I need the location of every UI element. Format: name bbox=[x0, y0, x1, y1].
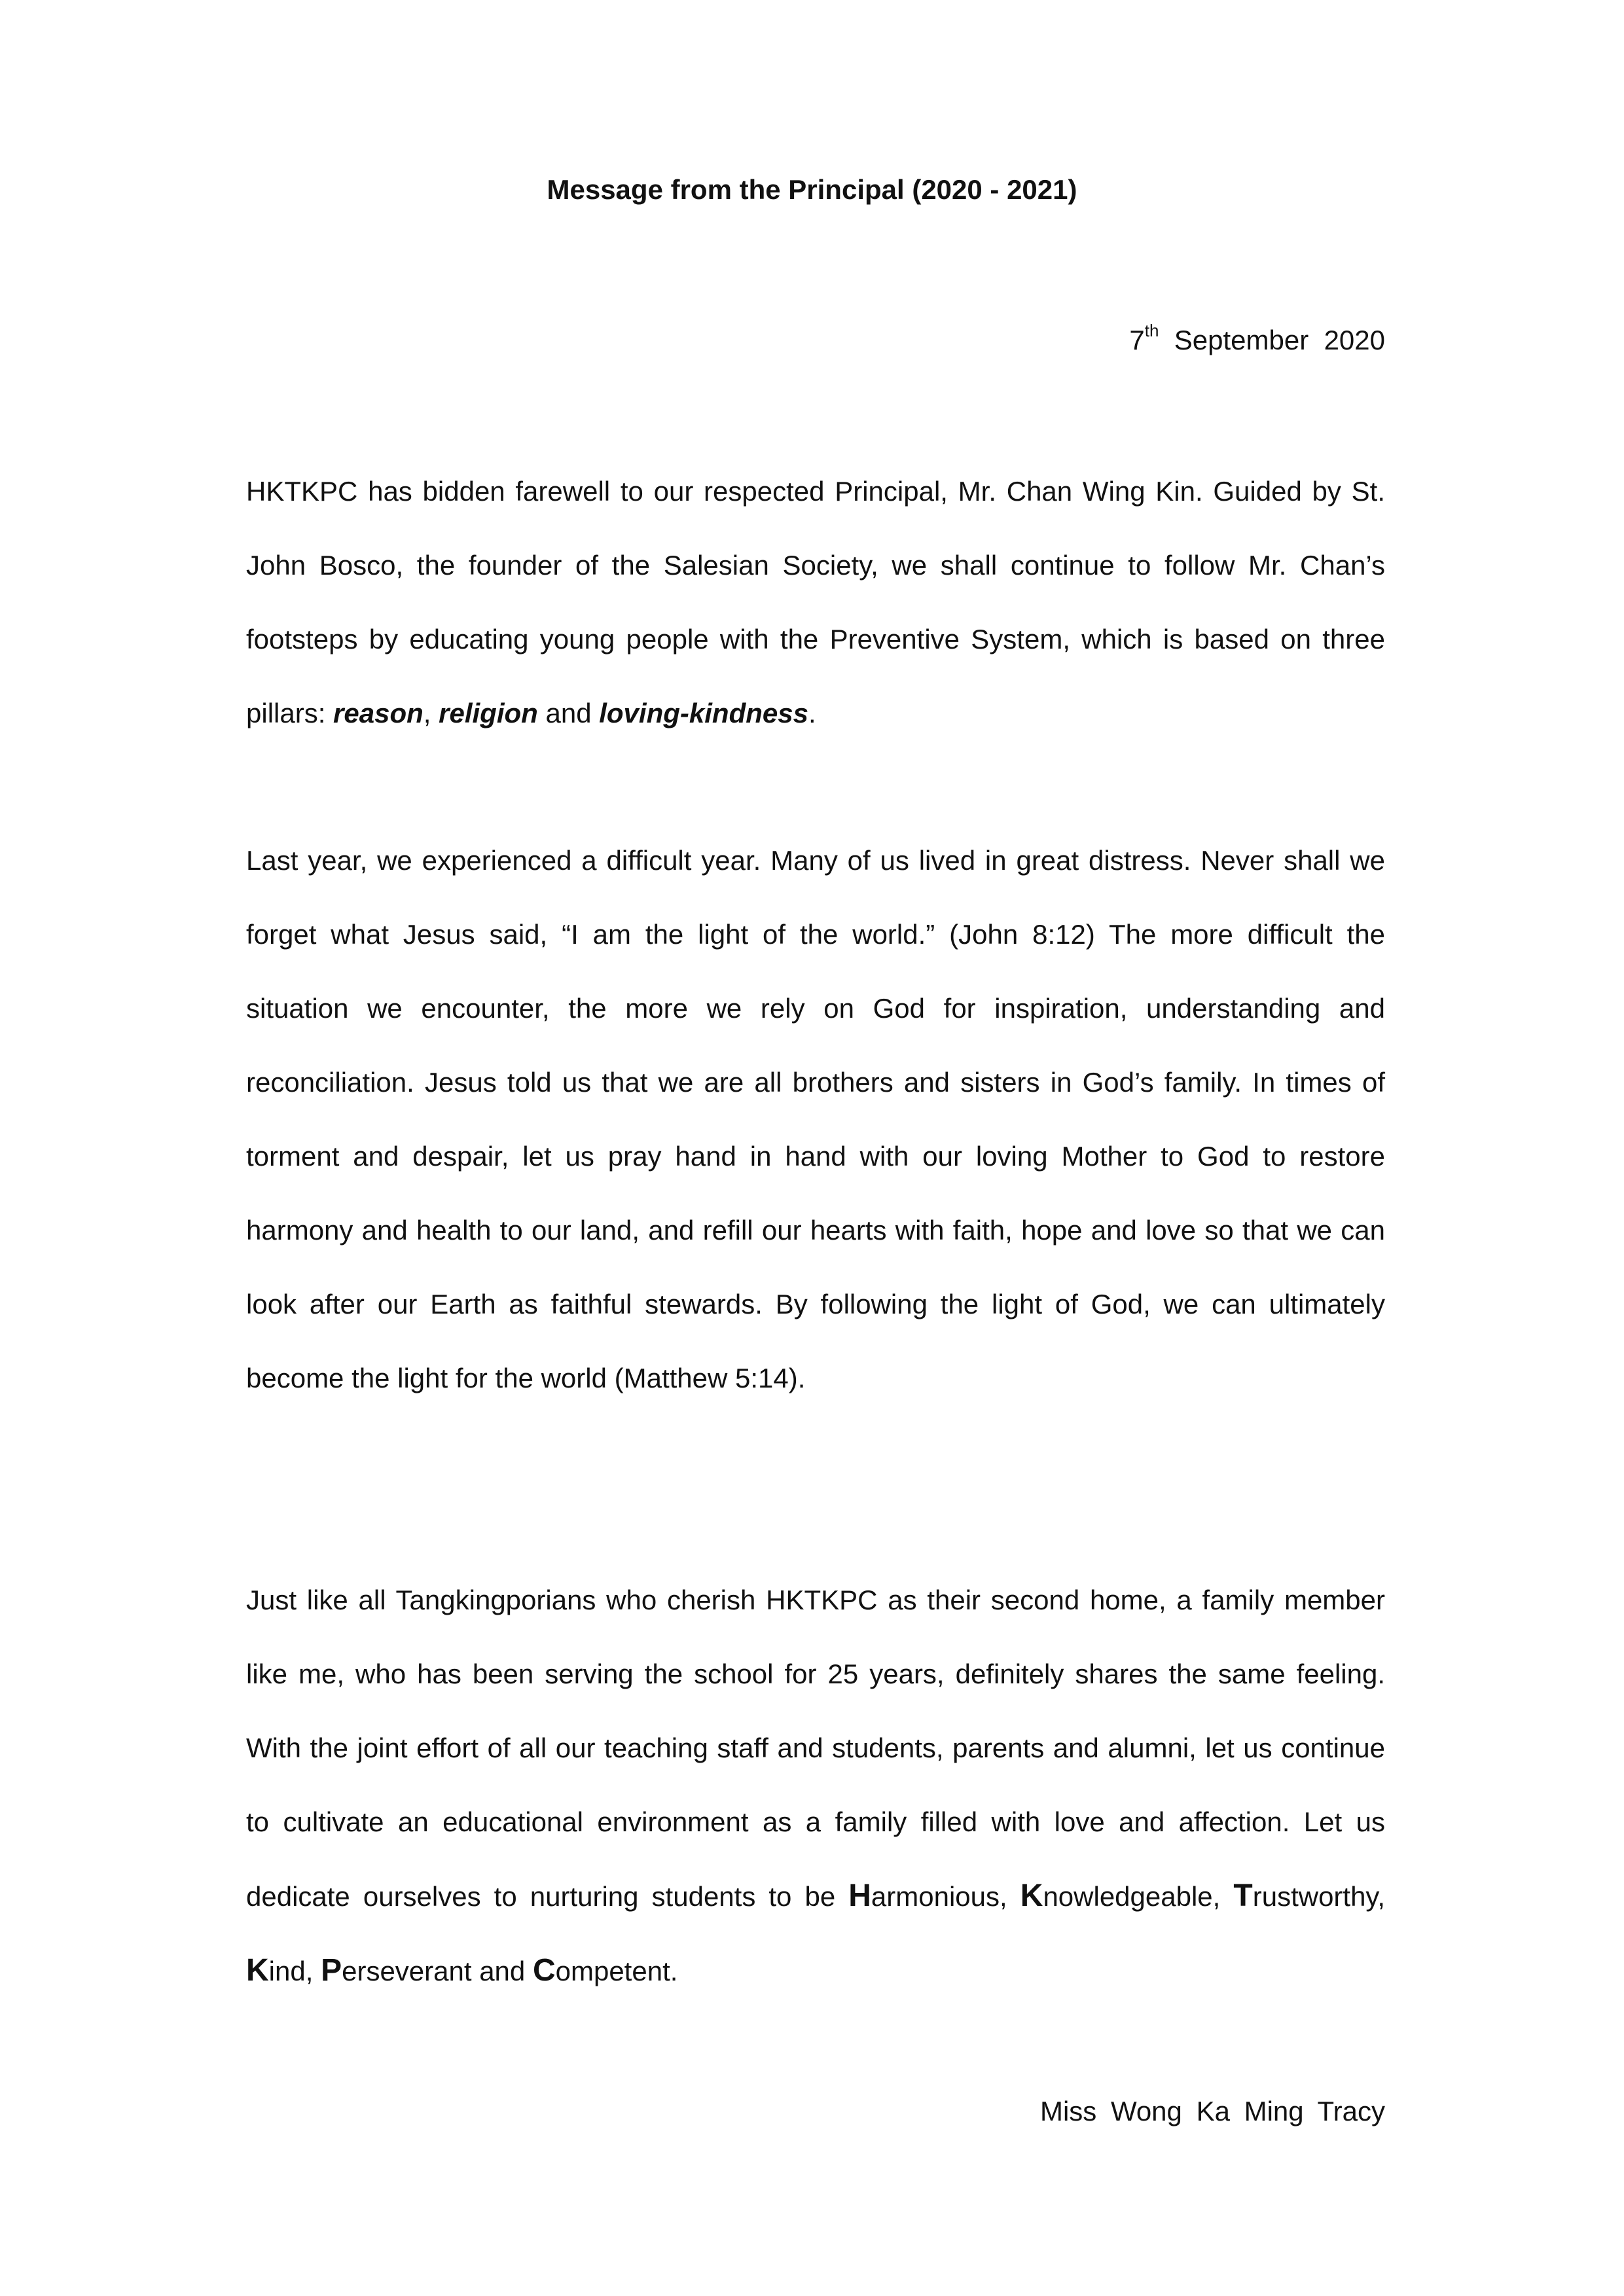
page-title: Message from the Principal (2020 - 2021) bbox=[547, 174, 1077, 205]
value-rest: rustworthy bbox=[1252, 1881, 1378, 1912]
value-rest: nowledgeable bbox=[1043, 1881, 1213, 1912]
separator: , bbox=[423, 698, 439, 728]
value-word bbox=[321, 1953, 472, 1988]
pillar-loving-kindness: loving-kindness bbox=[599, 698, 808, 728]
pillar-religion: religion bbox=[439, 698, 538, 728]
value-initial: H bbox=[848, 1878, 871, 1913]
value-word bbox=[1020, 1878, 1213, 1913]
paragraph-text: Just like all Tangkingporians who cherish HKTKPC as their second home, a family member like me, who has been serving the school for 25 years, definitely shares the same feeling. With the joint effort of all our teaching staff and students, parents and alumni, let us continue to cultivate an educational environment as a family filled with love and affection. Let us dedicate ourselves to nurturing students to be bbox=[246, 1585, 1385, 1912]
paragraph-family bbox=[246, 1563, 1385, 2008]
separator: and bbox=[537, 698, 600, 728]
paragraph-difficult-year: Last year, we experienced a difficult year. Many of us lived in great distress. Never shall we forget what Jesus said, “I am the light of the world.” (John 8:12) The more difficult the situation we encounter, the more we rely on God for inspiration, understanding and reconciliation. Jesus told us that we are all brothers and sisters in God’s family. In times of torment and despair, let us pray hand in hand with our loving Mother to God to restore harmony and health to our land, and refill our hearts with faith, hope and love so that we can look after our Earth as faithful stewards. By following the light of God, we can ultimately become the light for the world (Matthew 5:14). bbox=[246, 845, 1385, 1393]
value-word bbox=[532, 1953, 670, 1988]
value-initial: C bbox=[532, 1953, 556, 1988]
period: . bbox=[808, 698, 816, 728]
date-suffix: th bbox=[1144, 321, 1159, 340]
values-list: Harmonious, Knowledgeable, Trustworthy, Kind, Perseverant and Competent. bbox=[246, 1878, 1385, 1988]
letter-date bbox=[1129, 322, 1385, 359]
value-initial: K bbox=[246, 1953, 269, 1988]
date-day: 7 bbox=[1129, 325, 1145, 355]
pillar-reason: reason bbox=[333, 698, 424, 728]
date-rest: September 2020 bbox=[1174, 325, 1385, 355]
value-word bbox=[246, 1953, 306, 1988]
value-initial: P bbox=[321, 1953, 342, 1988]
signature: Miss Wong Ka Ming Tracy bbox=[1039, 2096, 1385, 2126]
value-word bbox=[848, 1878, 1000, 1913]
value-rest: ompetent bbox=[555, 1956, 670, 1986]
paragraph-farewell bbox=[246, 454, 1385, 750]
value-rest: ind bbox=[268, 1956, 306, 1986]
value-initial: T bbox=[1233, 1878, 1253, 1913]
value-rest: armonious bbox=[871, 1881, 1000, 1912]
value-initial: K bbox=[1020, 1878, 1043, 1913]
value-word bbox=[1233, 1878, 1378, 1913]
value-rest: erseverant bbox=[342, 1956, 472, 1986]
paragraph-text: HKTKPC has bidden farewell to our respected Principal, Mr. Chan Wing Kin. Guided by St. John Bosco, the founder of the Salesian Society, we shall continue to follow Mr. Chan’s footsteps by educating young people with the Preventive System, which is based on three pillars: bbox=[246, 476, 1385, 728]
